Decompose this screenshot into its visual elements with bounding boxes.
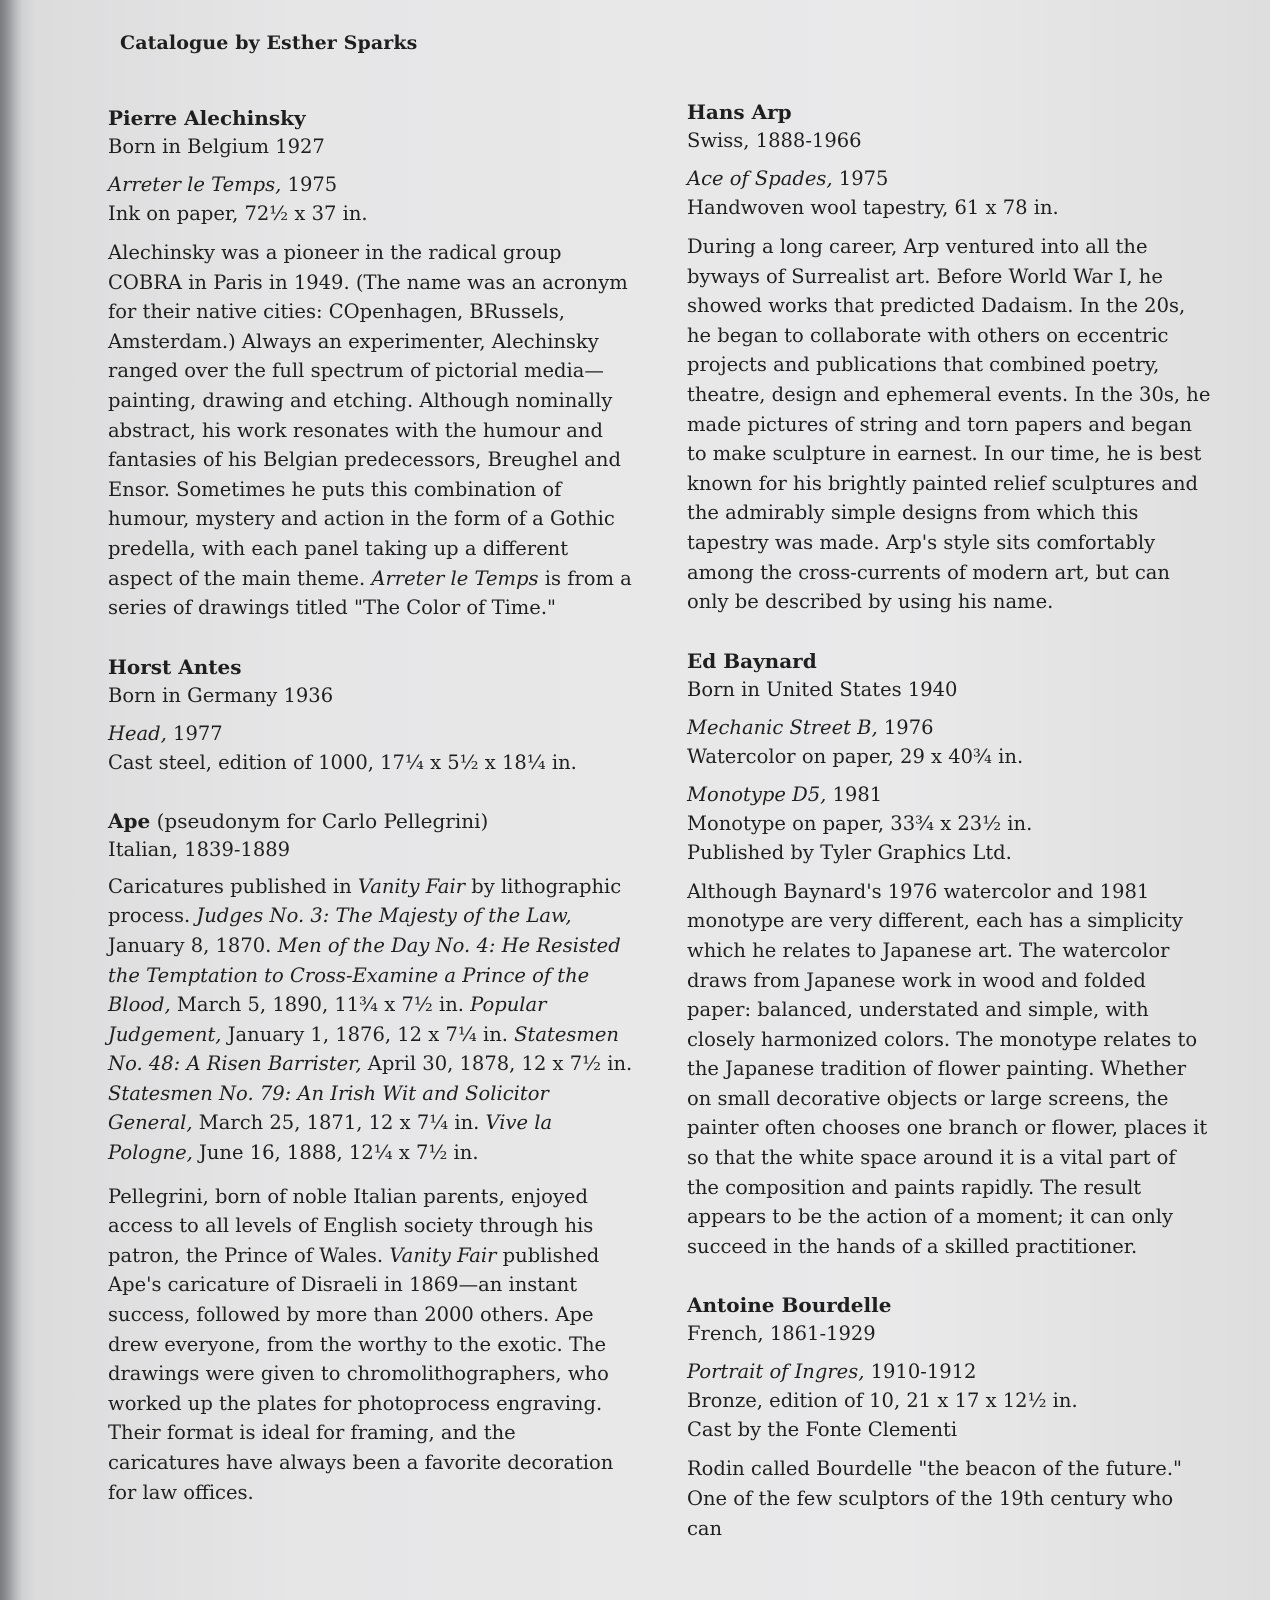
artist-origin: Born in United States 1940: [687, 677, 958, 701]
work-info: [687, 713, 1227, 771]
work-info: [687, 1357, 1227, 1444]
artist-origin: Italian, 1839-1889: [108, 837, 291, 861]
works-list: Caricatures published in Vanity Fair by lithographic process. Judges No. 3: The Majesty of the Law, January 8, 1870. Men of the Day No. 4: He Resisted the Temptation to Cross-Examine a Prince of the Blood, March 5, 1890, 11¾ x 7½ in. Popular Judgement, January 1, 1876, 12 x 7¼ in. Statesmen No. 48: A Risen Barrister, April 30, 1878, 12 x 7½ in. Statesmen No. 79: An Irish Wit and Solicitor General, March 25, 1871, 12 x 7¼ in. Vive la Pologne, June 16, 1888, 12¼ x 7½ in.: [108, 874, 633, 1165]
work-title: Arreter le Temps, 1975: [108, 173, 338, 196]
artist-description: During a long career, Arp ventured into all the byways of Surrealist art. Before World War I, he showed works that predicted Dadaism. In the 20s, he began to collaborate with others on eccentric projects and publications that combined poetry, theatre, design and ephemeral events. In the 30s, he made pictures of string and torn papers and began to make sculpture in earnest. In our time, he is best known for his brightly painted relief sculptures and the admirably simple designs from which this tapestry was made. Arp's style sits comfortably among the cross-currents of modern art, but can only be described by using his name.: [687, 235, 1211, 614]
artist-name: Horst Antes: [108, 654, 242, 679]
left-column: [108, 98, 648, 1534]
artist-origin: Born in Germany 1936: [108, 683, 334, 707]
work-medium: Bronze, edition of 10, 21 x 17 x 12½ in.: [687, 1389, 1078, 1413]
work-title: Portrait of Ingres, 1910-1912: [687, 1360, 977, 1384]
catalogue-credit: Catalogue by Esther Sparks: [120, 32, 418, 54]
entry-baynard: [687, 647, 1227, 1262]
work-year: 1976: [877, 715, 934, 739]
right-column: [687, 98, 1227, 1570]
work-year: 1975: [832, 167, 889, 190]
work-year: 1977: [166, 721, 223, 745]
work-medium: Cast steel, edition of 1000, 17¼ x 5½ x 18¼ in.: [108, 750, 577, 774]
entry-arp: [687, 98, 1227, 617]
page-edge-shadow: [0, 0, 22, 1600]
artist-name: Hans Arp: [687, 100, 792, 124]
work-year: 1910-1912: [864, 1360, 977, 1384]
work-medium: Ink on paper, 72½ x 37 in.: [108, 202, 368, 225]
work-year: 1975: [281, 173, 338, 196]
artist-name: Ed Baynard: [687, 648, 817, 673]
artist-description: Pellegrini, born of noble Italian parents, enjoyed access to all levels of English society through his patron, the Prince of Wales. Vanity Fair published Ape's caricature of Disraeli in 1869—an instant success, followed by more than 2000 others. Ape drew everyone, from the worthy to the exotic. The drawings were given to chromolithographers, who worked up the plates for photoprocess engraving. Their format is ideal for framing, and the caricatures have always been a favorite decoration for law offices.: [108, 1184, 614, 1504]
entry-alechinsky: [108, 104, 648, 623]
entry-antes: [108, 653, 648, 777]
artist-name: Pierre Alechinsky: [108, 106, 306, 130]
work-title: Head, 1977: [108, 721, 223, 745]
work-medium: Handwoven wool tapestry, 61 x 78 in.: [687, 196, 1059, 219]
work-publisher: Published by Tyler Graphics Ltd.: [687, 840, 1012, 864]
work-foundry: Cast by the Fonte Clementi: [687, 1418, 958, 1442]
work-year: 1981: [826, 782, 883, 806]
work-info: [687, 164, 1227, 222]
artist-name: Antoine Bourdelle: [687, 1293, 892, 1318]
work-info: [108, 170, 648, 228]
artist-description: Rodin called Bourdelle "the beacon of the future." One of the few sculptors of the 19th century who can: [687, 1457, 1182, 1540]
entry-bourdelle: [687, 1291, 1227, 1543]
work-info: [108, 719, 648, 777]
work-info: [687, 780, 1227, 867]
artist-description: Alechinsky was a pioneer in the radical group COBRA in Paris in 1949. (The name was an acronym for their native cities: COpenhagen, BRussels, Amsterdam.) Always an experimenter, Alechinsky ranged over the full spectrum of pictorial media—painting, drawing and etching. Although nominally abstract, his work resonates with the humour and fantasies of his Belgian predecessors, Breughel and Ensor. Sometimes he puts this combination of humour, mystery and action in the form of a Gothic predella, with each panel taking up a different aspect of the main theme. Arreter le Temps is from a series of drawings titled "The Color of Time.": [108, 241, 632, 620]
entry-ape: [108, 807, 648, 1507]
work-medium: Watercolor on paper, 29 x 40¾ in.: [687, 744, 1024, 768]
work-title: Mechanic Street B, 1976: [687, 715, 934, 739]
artist-description: Although Baynard's 1976 watercolor and 1981 monotype are very different, each has a simplicity which he relates to Japanese art. The watercolor draws from Japanese work in wood and folded paper: balanced, understated and simple, with closely harmonized colors. The monotype relates to the Japanese tradition of flower painting. Whether on small decorative objects or large screens, the painter often chooses one branch or flower, places it so that the white space around it is a vital part of the composition and paints rapidly. The result appears to be the action of a moment; it can only succeed in the hands of a skilled practitioner.: [687, 879, 1208, 1258]
artist-name: Ape (pseudonym for Carlo Pellegrini): [108, 808, 489, 833]
artist-pseudonym: (pseudonym for Carlo Pellegrini): [150, 808, 489, 833]
artist-origin: Swiss, 1888-1966: [687, 129, 862, 152]
artist-origin: French, 1861-1929: [687, 1322, 876, 1346]
work-medium: Monotype on paper, 33¾ x 23½ in.: [687, 811, 1033, 835]
work-title: Monotype D5, 1981: [687, 782, 883, 806]
artist-origin: Born in Belgium 1927: [108, 135, 325, 158]
work-title: Ace of Spades, 1975: [687, 167, 889, 190]
